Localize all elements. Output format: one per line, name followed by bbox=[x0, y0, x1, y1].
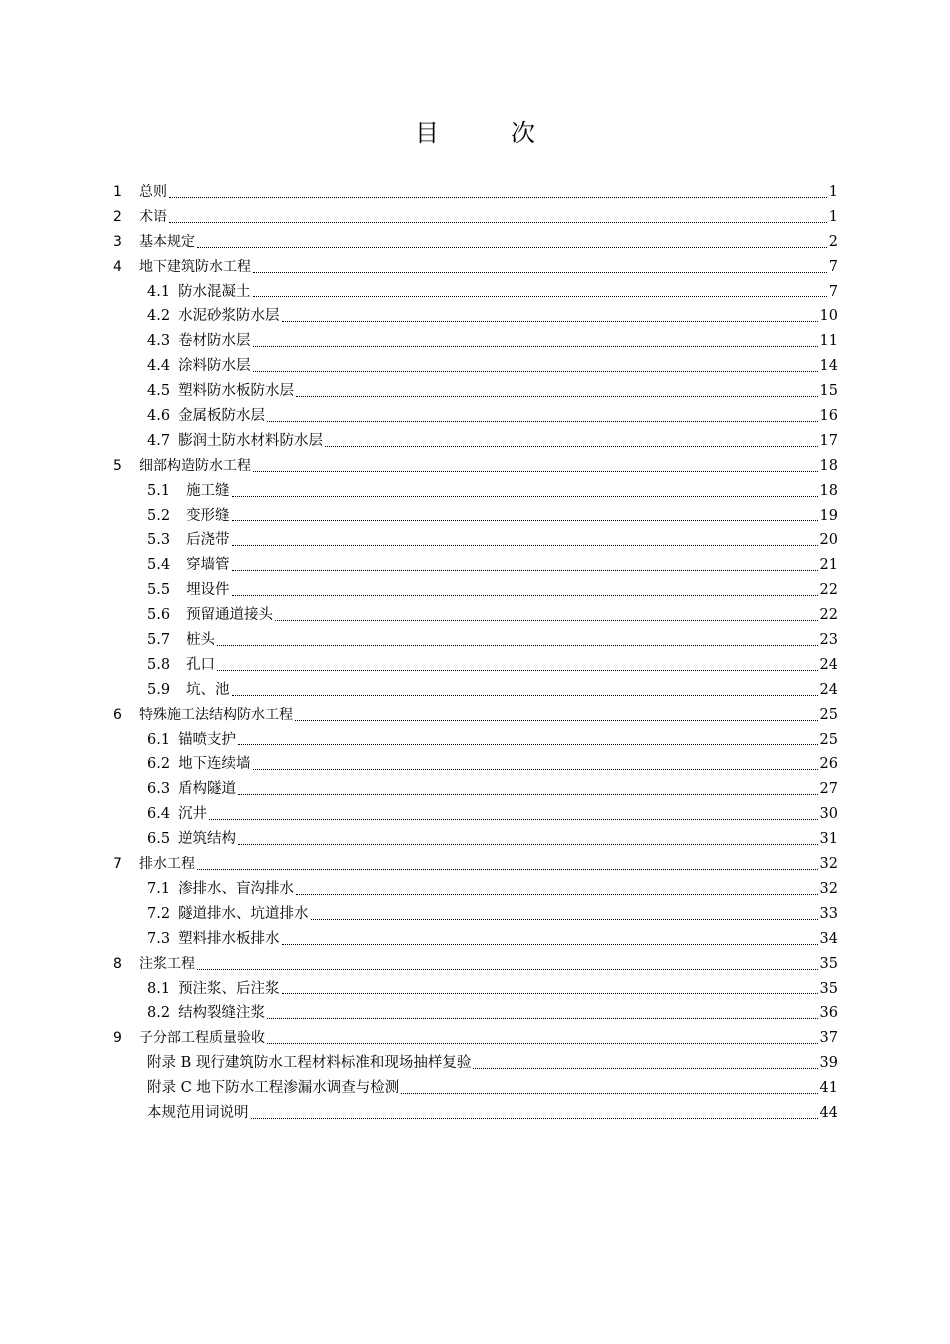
toc-entry-label: 孔口 bbox=[186, 656, 216, 673]
toc-entry-page-number: 25 bbox=[819, 706, 838, 723]
toc-entry-number: 7.1 bbox=[147, 880, 171, 897]
toc-entry-number: 8.2 bbox=[147, 1005, 171, 1022]
toc-entry-page-number: 10 bbox=[819, 308, 838, 325]
toc-section-entry[interactable] bbox=[113, 354, 838, 379]
toc-section-entry[interactable] bbox=[113, 628, 838, 653]
dot-leader bbox=[232, 594, 818, 596]
dot-leader bbox=[197, 968, 818, 970]
toc-entry-label: 施工缝 bbox=[186, 482, 230, 499]
toc-entry-page-number: 11 bbox=[819, 333, 838, 350]
dot-leader bbox=[232, 569, 818, 571]
toc-entry-page-number: 39 bbox=[819, 1055, 838, 1072]
toc-section-entry[interactable] bbox=[113, 379, 838, 404]
dot-leader bbox=[253, 345, 818, 347]
toc-entry-page-number: 18 bbox=[819, 482, 838, 499]
toc-entry-label: 基本规定 bbox=[139, 233, 195, 250]
toc-entry-number: 5.4 bbox=[147, 557, 171, 574]
toc-entry-label: 膨润土防水材料防水层 bbox=[178, 432, 324, 449]
toc-entry-page-number: 32 bbox=[819, 880, 838, 897]
toc-entry-label: 预注浆、后注浆 bbox=[178, 980, 280, 997]
toc-chapter-entry[interactable] bbox=[113, 230, 838, 255]
toc-entry-page-number: 44 bbox=[819, 1104, 838, 1121]
toc-entry-page-number: 7 bbox=[828, 283, 838, 300]
toc-entry-page-number: 22 bbox=[819, 607, 838, 624]
dot-leader bbox=[267, 420, 817, 422]
toc-entry-number: 2 bbox=[113, 208, 122, 225]
toc-entry-number: 7.3 bbox=[147, 930, 171, 947]
toc-entry-page-number: 7 bbox=[828, 258, 838, 275]
toc-entry-page-number: 14 bbox=[819, 358, 838, 375]
toc-entry-page-number: 25 bbox=[819, 731, 838, 748]
toc-entry-page-number: 24 bbox=[819, 681, 838, 698]
toc-entry-label: 渗排水、盲沟排水 bbox=[178, 880, 295, 897]
dot-leader bbox=[325, 445, 817, 447]
toc-entry-label: 金属板防水层 bbox=[178, 408, 266, 425]
toc-entry-number: 8.1 bbox=[147, 980, 171, 997]
dot-leader bbox=[232, 495, 818, 497]
toc-entry-label: 特殊施工法结构防水工程 bbox=[139, 706, 293, 723]
toc-entry-label: 塑料排水板排水 bbox=[178, 930, 280, 947]
toc-section-entry[interactable] bbox=[113, 1001, 838, 1026]
toc-entry-number: 6.5 bbox=[147, 831, 171, 848]
toc-entry-label: 附录 B 现行建筑防水工程材料标准和现场抽样复验 bbox=[147, 1055, 472, 1072]
toc-section-entry[interactable] bbox=[113, 603, 838, 628]
toc-entry-page-number: 20 bbox=[819, 532, 838, 549]
dot-leader bbox=[238, 843, 817, 845]
dot-leader bbox=[253, 470, 818, 472]
dot-leader bbox=[267, 1017, 817, 1019]
toc-entry-number: 5.8 bbox=[147, 656, 171, 673]
toc-entry-number: 4.2 bbox=[147, 308, 171, 325]
dot-leader bbox=[253, 295, 827, 297]
toc-entry-number: 5 bbox=[113, 457, 122, 474]
toc-entry-page-number: 15 bbox=[819, 383, 838, 400]
toc-entry-number: 8 bbox=[113, 955, 122, 972]
toc-entry-page-number: 35 bbox=[819, 980, 838, 997]
dot-leader bbox=[296, 893, 817, 895]
toc-entry-number: 7 bbox=[113, 856, 122, 873]
toc-entry-label: 地下连续墙 bbox=[178, 756, 251, 773]
toc-section-entry[interactable] bbox=[113, 1101, 838, 1126]
toc-entry-label: 卷材防水层 bbox=[178, 333, 251, 350]
toc-entry-page-number: 32 bbox=[819, 856, 838, 873]
toc-entry-page-number: 30 bbox=[819, 806, 838, 823]
toc-entry-label: 排水工程 bbox=[139, 856, 195, 873]
toc-entry-label: 本规范用词说明 bbox=[147, 1104, 249, 1121]
dot-leader bbox=[267, 1042, 818, 1044]
toc-entry-label: 附录 C 地下防水工程渗漏水调查与检测 bbox=[147, 1080, 400, 1097]
dot-leader bbox=[473, 1067, 817, 1069]
toc-chapter-entry[interactable] bbox=[113, 255, 838, 280]
toc-entry-label: 注浆工程 bbox=[139, 955, 195, 972]
toc-entry-number: 7.2 bbox=[147, 905, 171, 922]
toc-entry-number: 4.5 bbox=[147, 383, 171, 400]
toc-chapter-entry[interactable] bbox=[113, 454, 838, 479]
dot-leader bbox=[282, 320, 818, 322]
toc-section-entry[interactable] bbox=[113, 977, 838, 1002]
toc-section-entry[interactable] bbox=[113, 1076, 838, 1101]
toc-section-entry[interactable] bbox=[113, 728, 838, 753]
toc-entry-number: 5.9 bbox=[147, 681, 171, 698]
toc-entry-page-number: 37 bbox=[819, 1030, 838, 1047]
dot-leader bbox=[282, 992, 818, 994]
toc-section-entry[interactable] bbox=[113, 504, 838, 529]
toc-entry-label: 隧道排水、坑道排水 bbox=[178, 905, 309, 922]
toc-entry-label: 涂料防水层 bbox=[178, 358, 251, 375]
toc-entry-label: 细部构造防水工程 bbox=[139, 457, 251, 474]
toc-entry-label: 盾构隧道 bbox=[178, 781, 237, 798]
toc-section-entry[interactable] bbox=[113, 877, 838, 902]
toc-entry-page-number: 2 bbox=[828, 233, 838, 250]
toc-entry-page-number: 23 bbox=[819, 632, 838, 649]
toc-entry-number: 5.6 bbox=[147, 607, 171, 624]
toc-section-entry[interactable] bbox=[113, 827, 838, 852]
toc-entry-label: 总则 bbox=[139, 184, 167, 200]
toc-entry-page-number: 36 bbox=[819, 1005, 838, 1022]
toc-entry-number: 5.7 bbox=[147, 632, 171, 649]
toc-entry-number: 6.1 bbox=[147, 731, 171, 748]
dot-leader bbox=[238, 793, 817, 795]
toc-entry-page-number: 1 bbox=[828, 184, 838, 200]
toc-entry-page-number: 27 bbox=[819, 781, 838, 798]
toc-entry-label: 埋设件 bbox=[186, 582, 230, 599]
toc-chapter-entry[interactable] bbox=[113, 180, 838, 205]
toc-entry-label: 水泥砂浆防水层 bbox=[178, 308, 280, 325]
toc-entry-number: 5.2 bbox=[147, 507, 171, 524]
toc-section-entry[interactable] bbox=[113, 777, 838, 802]
dot-leader bbox=[169, 221, 827, 223]
toc-entry-number: 6.4 bbox=[147, 806, 171, 823]
dot-leader bbox=[217, 669, 817, 671]
toc-section-entry[interactable] bbox=[113, 802, 838, 827]
dot-leader bbox=[197, 868, 818, 870]
toc-section-entry[interactable] bbox=[113, 927, 838, 952]
toc-section-entry[interactable] bbox=[113, 578, 838, 603]
dot-leader bbox=[232, 519, 818, 521]
toc-chapter-entry[interactable] bbox=[113, 1026, 838, 1051]
toc-entry-number: 4 bbox=[113, 258, 122, 275]
toc-entry-page-number: 1 bbox=[828, 208, 838, 225]
toc-entry-label: 穿墙管 bbox=[186, 557, 230, 574]
toc-section-entry[interactable] bbox=[113, 479, 838, 504]
toc-section-entry[interactable] bbox=[113, 280, 838, 305]
toc-entry-label: 坑、池 bbox=[186, 681, 230, 698]
dot-leader bbox=[295, 719, 818, 721]
toc-entry-number: 9 bbox=[113, 1030, 122, 1047]
dot-leader bbox=[169, 196, 827, 198]
dot-leader bbox=[232, 544, 818, 546]
toc-entry-number: 4.4 bbox=[147, 358, 171, 375]
toc-entry-label: 后浇带 bbox=[186, 532, 230, 549]
toc-entry-page-number: 33 bbox=[819, 905, 838, 922]
toc-entry-label: 锚喷支护 bbox=[178, 731, 237, 748]
toc-entry-page-number: 35 bbox=[819, 955, 838, 972]
toc-section-entry[interactable] bbox=[113, 1051, 838, 1076]
dot-leader bbox=[197, 246, 827, 248]
table-of-contents bbox=[113, 180, 838, 1126]
toc-entry-page-number: 41 bbox=[819, 1080, 838, 1097]
toc-entry-page-number: 34 bbox=[819, 930, 838, 947]
dot-leader bbox=[232, 694, 818, 696]
toc-entry-number: 3 bbox=[113, 233, 122, 250]
toc-entry-label: 子分部工程质量验收 bbox=[139, 1030, 265, 1047]
toc-entry-page-number: 22 bbox=[819, 582, 838, 599]
toc-section-entry[interactable] bbox=[113, 429, 838, 454]
toc-entry-number: 4.7 bbox=[147, 432, 171, 449]
dot-leader bbox=[251, 1117, 818, 1119]
toc-entry-label: 沉井 bbox=[178, 806, 208, 823]
toc-entry-page-number: 19 bbox=[819, 507, 838, 524]
dot-leader bbox=[253, 271, 827, 273]
toc-entry-label: 变形缝 bbox=[186, 507, 230, 524]
toc-entry-label: 桩头 bbox=[186, 632, 216, 649]
toc-entry-label: 结构裂缝注浆 bbox=[178, 1005, 266, 1022]
dot-leader bbox=[296, 395, 817, 397]
dot-leader bbox=[275, 619, 817, 621]
toc-entry-number: 4.6 bbox=[147, 408, 171, 425]
dot-leader bbox=[209, 818, 817, 820]
toc-entry-number: 5.1 bbox=[147, 482, 171, 499]
toc-entry-page-number: 21 bbox=[819, 557, 838, 574]
toc-entry-number: 5.3 bbox=[147, 532, 171, 549]
toc-entry-number: 5.5 bbox=[147, 582, 171, 599]
toc-chapter-entry[interactable] bbox=[113, 952, 838, 977]
toc-section-entry[interactable] bbox=[113, 678, 838, 703]
toc-entry-page-number: 17 bbox=[819, 432, 838, 449]
toc-section-entry[interactable] bbox=[113, 528, 838, 553]
toc-entry-number: 4.3 bbox=[147, 333, 171, 350]
dot-leader bbox=[217, 644, 817, 646]
toc-entry-number: 6 bbox=[113, 706, 122, 723]
dot-leader bbox=[238, 743, 817, 745]
dot-leader bbox=[253, 370, 818, 372]
toc-section-entry[interactable] bbox=[113, 752, 838, 777]
toc-section-entry[interactable] bbox=[113, 902, 838, 927]
toc-entry-number: 6.2 bbox=[147, 756, 171, 773]
toc-chapter-entry[interactable] bbox=[113, 703, 838, 728]
page-title: 目 次 bbox=[415, 119, 559, 147]
toc-section-entry[interactable] bbox=[113, 553, 838, 578]
toc-entry-page-number: 24 bbox=[819, 656, 838, 673]
toc-section-entry[interactable] bbox=[113, 404, 838, 429]
toc-entry-page-number: 26 bbox=[819, 756, 838, 773]
toc-entry-number: 4.1 bbox=[147, 283, 171, 300]
toc-entry-label: 预留通道接头 bbox=[186, 607, 274, 624]
toc-section-entry[interactable] bbox=[113, 653, 838, 678]
toc-entry-number: 6.3 bbox=[147, 781, 171, 798]
toc-entry-page-number: 31 bbox=[819, 831, 838, 848]
toc-chapter-entry[interactable] bbox=[113, 205, 838, 230]
dot-leader bbox=[401, 1092, 817, 1094]
toc-section-entry[interactable] bbox=[113, 329, 838, 354]
toc-chapter-entry[interactable] bbox=[113, 852, 838, 877]
toc-entry-label: 术语 bbox=[139, 208, 167, 225]
toc-entry-label: 逆筑结构 bbox=[178, 831, 237, 848]
toc-entry-page-number: 16 bbox=[819, 408, 838, 425]
dot-leader bbox=[282, 943, 818, 945]
dot-leader bbox=[311, 918, 818, 920]
toc-entry-number: 1 bbox=[113, 184, 122, 200]
toc-section-entry[interactable] bbox=[113, 304, 838, 329]
toc-entry-label: 防水混凝土 bbox=[178, 283, 251, 300]
toc-entry-label: 地下建筑防水工程 bbox=[139, 258, 251, 275]
toc-entry-page-number: 18 bbox=[819, 457, 838, 474]
dot-leader bbox=[253, 768, 818, 770]
toc-entry-label: 塑料防水板防水层 bbox=[178, 383, 295, 400]
